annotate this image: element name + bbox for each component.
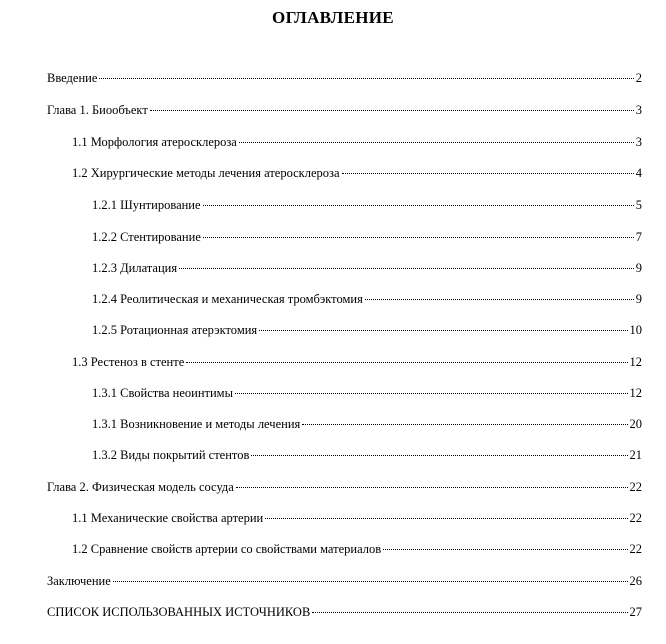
toc-page-number: 10	[629, 323, 642, 337]
toc-page-number: 7	[635, 230, 642, 244]
dot-leader	[179, 268, 634, 269]
toc-entry[interactable]	[72, 165, 642, 181]
toc-entry[interactable]	[92, 447, 642, 463]
toc-entry-label: 1.2 Сравнение свойств артерии со свойствами материалов	[72, 542, 382, 556]
toc-entry-label: 1.2.2 Стентирование	[92, 230, 201, 244]
dot-leader	[239, 142, 634, 143]
toc-entry[interactable]	[47, 102, 642, 118]
dot-leader	[302, 424, 627, 425]
toc-entry-label: 1.3 Рестеноз в стенте	[72, 355, 185, 369]
dot-leader	[259, 330, 627, 331]
toc-entry-label: 1.1 Механические свойства артерии	[72, 511, 264, 525]
dot-leader	[150, 110, 634, 111]
toc-page-number: 3	[635, 103, 642, 117]
toc-entry-label: Глава 1. Биообъект	[47, 103, 148, 117]
toc-page-number: 22	[629, 542, 642, 556]
toc-entry[interactable]	[47, 70, 642, 86]
dot-leader	[342, 173, 634, 174]
toc-entry-label: Введение	[47, 71, 98, 85]
toc-entry[interactable]	[92, 291, 642, 307]
toc-entry-label: СПИСОК ИСПОЛЬЗОВАННЫХ ИСТОЧНИКОВ	[47, 605, 311, 619]
toc-entry[interactable]	[92, 229, 642, 245]
toc-entry[interactable]	[72, 510, 642, 526]
toc-page-number: 3	[635, 135, 642, 149]
toc-page-number: 27	[629, 605, 642, 619]
dot-leader	[235, 393, 628, 394]
toc-page-number: 12	[629, 386, 642, 400]
toc-entry[interactable]	[92, 416, 642, 432]
toc-entry-label: 1.2 Хирургические методы лечения атеросклероза	[72, 166, 340, 180]
toc-entry-label: 1.3.1 Свойства неоинтимы	[92, 386, 233, 400]
toc-page-number: 9	[635, 261, 642, 275]
toc-entry[interactable]	[47, 573, 642, 589]
dot-leader	[186, 362, 627, 363]
toc-page-number: 2	[635, 71, 642, 85]
toc-entry[interactable]	[47, 604, 642, 620]
toc-entry[interactable]	[92, 260, 642, 276]
dot-leader	[203, 237, 634, 238]
toc-entry-label: Заключение	[47, 574, 111, 588]
toc-page-number: 9	[635, 292, 642, 306]
toc-page-number: 5	[635, 198, 642, 212]
toc-entry-label: 1.2.5 Ротационная атерэктомия	[92, 323, 258, 337]
toc-page-number: 12	[629, 355, 642, 369]
toc-page-number: 4	[635, 166, 642, 180]
toc-entry-label: 1.1 Морфология атеросклероза	[72, 135, 237, 149]
toc-entry[interactable]	[47, 479, 642, 495]
dot-leader	[203, 205, 634, 206]
toc-entry[interactable]	[92, 197, 642, 213]
toc-page-number: 26	[629, 574, 642, 588]
dot-leader	[236, 487, 628, 488]
toc-entry-label: 1.2.3 Дилатация	[92, 261, 178, 275]
toc-title: ОГЛАВЛЕНИЕ	[272, 8, 394, 27]
toc-entry-label: 1.3.2 Виды покрытий стентов	[92, 448, 250, 462]
dot-leader	[312, 612, 627, 613]
dot-leader	[251, 455, 627, 456]
toc-page-number: 20	[629, 417, 642, 431]
toc-page-number: 21	[629, 448, 642, 462]
toc-entry[interactable]	[72, 354, 642, 370]
dot-leader	[113, 581, 628, 582]
toc-entry-label: 1.3.1 Возникновение и методы лечения	[92, 417, 301, 431]
dot-leader	[365, 299, 634, 300]
dot-leader	[383, 549, 627, 550]
toc-entry-label: 1.2.1 Шунтирование	[92, 198, 201, 212]
toc-entry[interactable]	[92, 385, 642, 401]
dot-leader	[265, 518, 627, 519]
toc-entry-label: Глава 2. Физическая модель сосуда	[47, 480, 234, 494]
toc-entry[interactable]	[72, 541, 642, 557]
dot-leader	[99, 78, 633, 79]
toc-entry-label: 1.2.4 Реолитическая и механическая тромбэктомия	[92, 292, 363, 306]
toc-page-number: 22	[629, 511, 642, 525]
toc-entry[interactable]	[92, 322, 642, 338]
toc-entry[interactable]	[72, 134, 642, 150]
toc-page-number: 22	[629, 480, 642, 494]
